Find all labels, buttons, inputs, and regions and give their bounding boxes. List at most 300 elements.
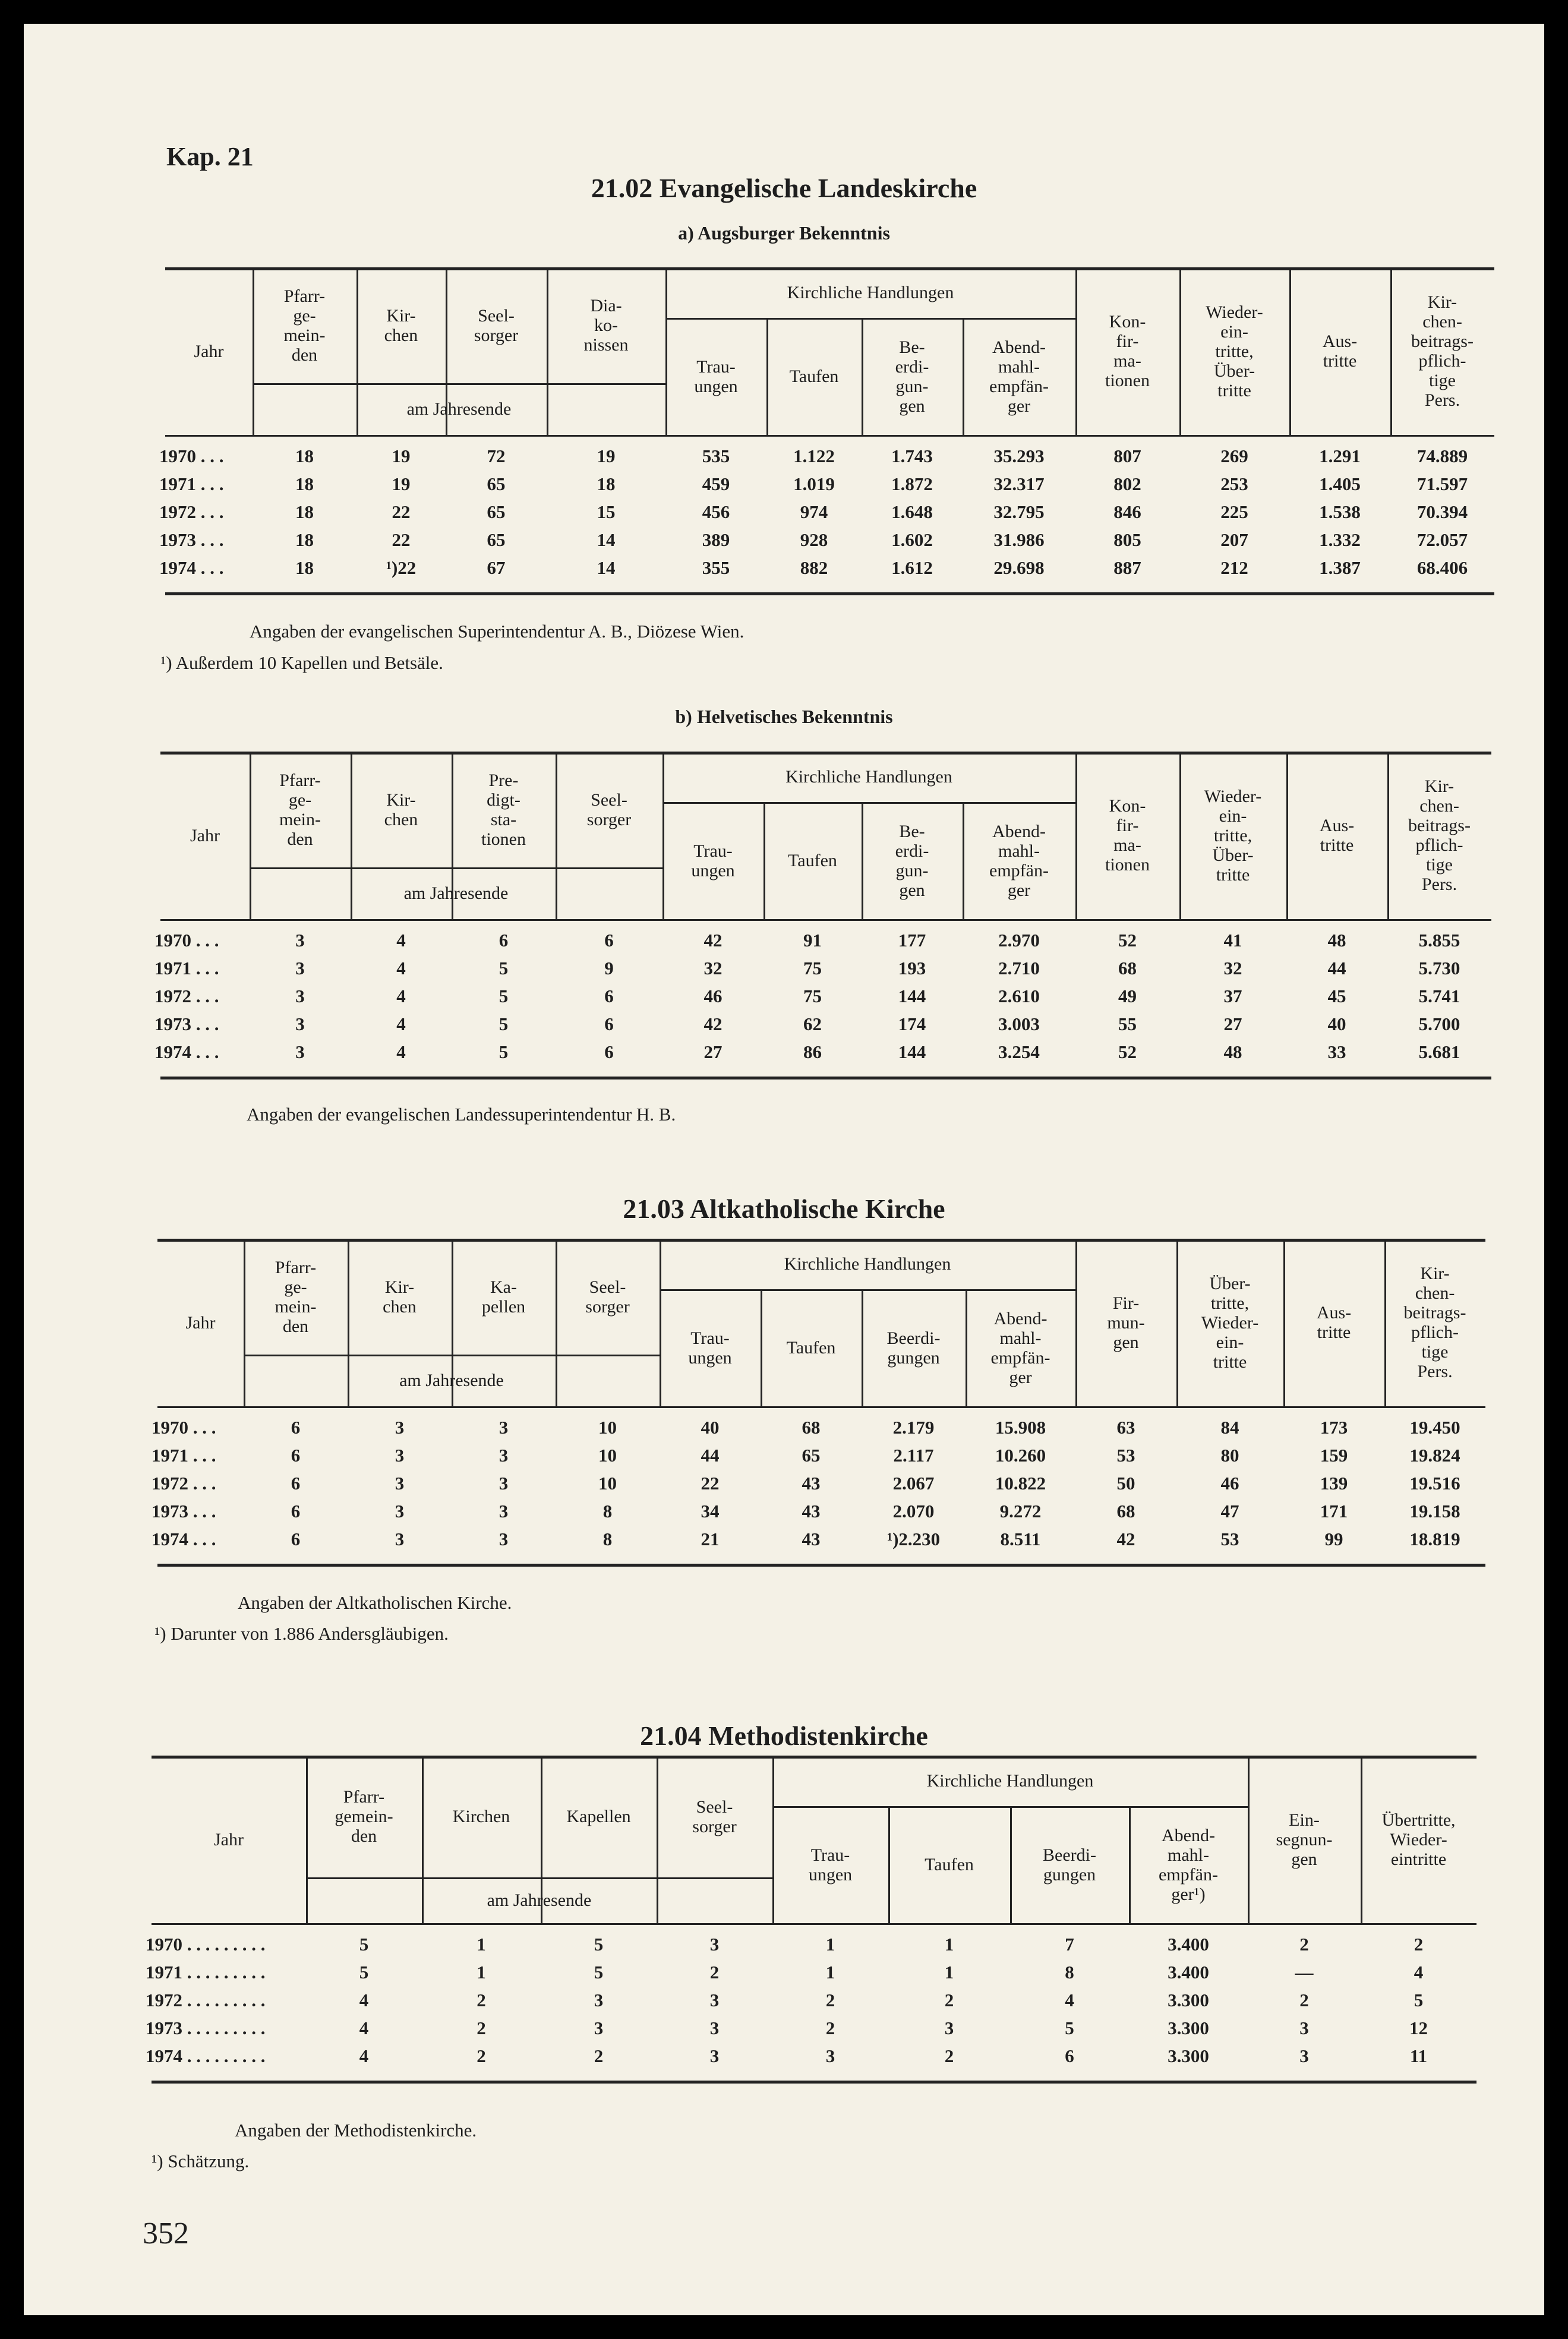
row-year: 1972 . . . — [152, 1473, 216, 1494]
table-cell: 5 — [594, 1934, 604, 1955]
table-cell: 55 — [1118, 1014, 1137, 1034]
table-cell: 68 — [802, 1417, 821, 1438]
table-augsburger — [24, 267, 1544, 603]
table-cell: 3 — [295, 930, 305, 951]
table-cell: 42 — [703, 930, 723, 951]
table-cell: 2.970 — [998, 930, 1040, 951]
column-header: Kon- fir- ma- tionen — [1105, 796, 1150, 875]
row-year: 1970 . . . — [154, 930, 219, 951]
table-cell: 4 — [396, 1041, 406, 1062]
table-cell: 6 — [291, 1417, 301, 1438]
table-cell: 5.741 — [1418, 986, 1460, 1006]
row-year: 1974 . . . — [152, 1529, 216, 1549]
column-header: Kirchen — [452, 1807, 510, 1826]
table-cell: 3 — [709, 1934, 720, 1955]
table-cell: 32.795 — [993, 501, 1045, 522]
table-cell: 144 — [898, 986, 926, 1006]
footnote: ¹) Außerdem 10 Kapellen und Betsäle. — [160, 652, 443, 673]
table-cell: 3.300 — [1168, 2018, 1209, 2038]
table-row — [159, 474, 1494, 501]
table-cell: 974 — [800, 501, 828, 522]
table-helvetisch — [24, 752, 1544, 1087]
footnote: ¹) Darunter von 1.886 Andersgläubigen. — [154, 1623, 449, 1644]
column-header: Trau- ungen — [694, 356, 738, 396]
column-header: Aus- tritte — [1322, 332, 1358, 371]
table-cell: 6 — [1065, 2046, 1074, 2066]
table-cell: 3 — [499, 1529, 509, 1549]
table-cell: 32.317 — [993, 474, 1045, 494]
source-note: Angaben der Methodistenkirche. — [235, 2120, 477, 2141]
table-cell: 144 — [898, 1041, 926, 1062]
table-cell: 72 — [487, 446, 506, 466]
group-header-am-jahresende: am Jahresende — [406, 399, 512, 419]
table-cell: 802 — [1113, 474, 1141, 494]
document-page — [24, 24, 1544, 2315]
source-note: Angaben der evangelischen Superintendentur A. B., Diözese Wien. — [250, 621, 744, 642]
column-header: Kir- chen — [384, 790, 418, 829]
table-cell: 2.067 — [892, 1473, 935, 1494]
group-header-kirchliche-handlungen: Kirchliche Handlungen — [787, 283, 954, 302]
table-cell: 159 — [1320, 1445, 1348, 1466]
table-cell: 807 — [1113, 446, 1141, 466]
table-cell: 3 — [295, 958, 305, 978]
table-cell: 19 — [392, 446, 411, 466]
table-cell: 68 — [1116, 1501, 1135, 1522]
table-cell: 14 — [597, 557, 616, 578]
table-cell: 70.394 — [1416, 501, 1468, 522]
table-cell: 174 — [898, 1014, 926, 1034]
column-header: Taufen — [786, 1338, 836, 1358]
table-cell: 6 — [499, 930, 509, 951]
row-year: 1972 . . . — [154, 986, 219, 1006]
table-cell: 3.003 — [998, 1014, 1040, 1034]
table-cell: 68 — [1118, 958, 1137, 978]
table-cell: 3 — [499, 1445, 509, 1466]
table-row — [152, 1529, 1485, 1557]
table-cell: 4 — [1065, 1990, 1074, 2010]
table-cell: 4 — [396, 930, 406, 951]
table-cell: 6 — [604, 1014, 614, 1034]
table-cell: 15.908 — [995, 1417, 1046, 1438]
table-cell: 6 — [604, 930, 614, 951]
column-header: Wieder- ein- tritte, Über- tritte — [1206, 302, 1263, 400]
table-cell: 8 — [602, 1529, 613, 1549]
column-header: Trau- ungen — [808, 1845, 853, 1885]
column-header: Taufen — [789, 367, 839, 386]
table-cell: 5 — [499, 986, 509, 1006]
column-header: Kir- chen — [384, 305, 418, 345]
column-header: Pfarr- gemein- den — [335, 1787, 393, 1846]
table-cell: 3 — [594, 2018, 604, 2038]
column-header: Taufen — [925, 1855, 974, 1874]
chapter-label: Kap. 21 — [166, 142, 254, 171]
table-cell: 52 — [1118, 930, 1137, 951]
table-cell: 35.293 — [993, 446, 1045, 466]
table-cell: 3 — [499, 1417, 509, 1438]
table-cell: 887 — [1113, 557, 1141, 578]
table-cell: 3 — [395, 1473, 405, 1494]
table-cell: 6 — [604, 986, 614, 1006]
table-cell: 11 — [1409, 2046, 1428, 2066]
column-header: Seel- sorger — [692, 1797, 737, 1836]
table-bottom-rule — [165, 592, 1494, 595]
table-cell: 42 — [1116, 1529, 1135, 1549]
table-cell: 19.158 — [1409, 1501, 1460, 1522]
table-cell: ¹)2.230 — [886, 1529, 941, 1549]
row-year: 1970 . . . — [152, 1417, 216, 1438]
row-year: 1974 . . . . . . . . . — [146, 2046, 266, 2066]
table-cell: 3 — [395, 1529, 405, 1549]
table-cell: 40 — [701, 1417, 720, 1438]
table-row — [152, 1473, 1485, 1501]
table-cell: 40 — [1327, 1014, 1346, 1034]
group-header-am-jahresende: am Jahresende — [403, 883, 509, 903]
table-cell: 2 — [709, 1962, 720, 1983]
table-cell: 207 — [1220, 529, 1248, 550]
table-cell: 67 — [487, 557, 506, 578]
row-year: 1971 . . . — [154, 958, 219, 978]
row-year: 1970 . . . . . . . . . — [146, 1934, 266, 1955]
table-cell: 4 — [359, 1990, 369, 2010]
column-header: Wieder- ein- tritte, Über- tritte — [1204, 786, 1262, 885]
table-cell: 75 — [803, 986, 822, 1006]
row-year: 1974 . . . — [159, 557, 224, 578]
table-cell: 41 — [1223, 930, 1242, 951]
table-cell: 3.400 — [1168, 1934, 1209, 1955]
table-cell: 3.400 — [1168, 1962, 1209, 1983]
table-cell: 65 — [802, 1445, 821, 1466]
table-cell: 1 — [825, 1934, 835, 1955]
table-cell: 2 — [944, 2046, 954, 2066]
column-header: Beerdi- gungen — [1043, 1845, 1096, 1885]
table-cell: 139 — [1320, 1473, 1348, 1494]
table-cell: 3 — [395, 1445, 405, 1466]
table-cell: 46 — [1220, 1473, 1239, 1494]
table-cell: 68.406 — [1416, 557, 1468, 578]
table-cell: 5.681 — [1418, 1041, 1460, 1062]
row-year: 1971 . . . — [152, 1445, 216, 1466]
column-header: Übertritte, Wieder- eintritte — [1381, 1810, 1456, 1869]
table-cell: 18 — [597, 474, 616, 494]
table-cell: 3 — [709, 1990, 720, 2010]
table-cell: 84 — [1220, 1417, 1239, 1438]
table-cell: 5 — [499, 1014, 509, 1034]
column-header: Ka- pellen — [481, 1277, 526, 1317]
column-header: Be- erdi- gun- gen — [895, 821, 929, 900]
table-cell: 74.889 — [1416, 446, 1468, 466]
table-cell: 225 — [1220, 501, 1248, 522]
table-cell: 3.300 — [1168, 1990, 1209, 2010]
row-year: 1973 . . . — [159, 529, 224, 550]
table-cell: 2 — [944, 1990, 954, 2010]
table-cell: 3 — [295, 1041, 305, 1062]
table-cell: 4 — [359, 2046, 369, 2066]
table-cell: 1.602 — [891, 529, 933, 550]
table-cell: 71.597 — [1416, 474, 1468, 494]
table-cell: 1.387 — [1319, 557, 1361, 578]
table-cell: 2.610 — [998, 986, 1040, 1006]
table-cell: 1.743 — [891, 446, 933, 466]
table-cell: 3 — [295, 986, 305, 1006]
row-year: 1971 . . . . . . . . . — [146, 1962, 266, 1983]
table-cell: 459 — [702, 474, 730, 494]
column-header: Kir- chen — [383, 1277, 417, 1317]
table-row — [154, 1041, 1491, 1069]
table-cell: 18 — [295, 529, 314, 550]
table-cell: 44 — [701, 1445, 720, 1466]
column-header: Abend- mahl- empfän- ger — [989, 821, 1049, 900]
footnote: ¹) Schätzung. — [152, 2151, 250, 2171]
table-cell: 27 — [703, 1041, 723, 1062]
table-cell: 2 — [477, 2046, 486, 2066]
table-cell: 12 — [1409, 2018, 1428, 2038]
table-cell: 171 — [1320, 1501, 1348, 1522]
column-header: Trau- ungen — [688, 1328, 732, 1368]
column-header: Pfarr- ge- mein- den — [279, 770, 321, 849]
table-cell: 91 — [803, 930, 822, 951]
table-cell: 5 — [499, 1041, 509, 1062]
row-year: 1974 . . . — [154, 1041, 219, 1062]
table-cell: 3.254 — [998, 1041, 1040, 1062]
column-header: Seel- sorger — [474, 305, 519, 345]
table-cell: 22 — [392, 529, 411, 550]
table-cell: 63 — [1116, 1417, 1135, 1438]
table-cell: 47 — [1220, 1501, 1239, 1522]
table-cell: 1.332 — [1319, 529, 1361, 550]
table-cell: 45 — [1327, 986, 1346, 1006]
row-year: 1973 . . . — [152, 1501, 216, 1522]
table-cell: 3 — [1299, 2018, 1309, 2038]
table-cell: 456 — [702, 501, 730, 522]
table-cell: 193 — [898, 958, 926, 978]
table-cell: 2 — [825, 1990, 835, 2010]
header-bottom-rule — [152, 1923, 1476, 1925]
table-cell: 18 — [295, 474, 314, 494]
table-bottom-rule — [160, 1077, 1491, 1079]
table-cell: 389 — [702, 529, 730, 550]
table-cell: 10 — [598, 1417, 617, 1438]
table-cell: 1.612 — [891, 557, 933, 578]
table-cell: 53 — [1220, 1529, 1239, 1549]
table-cell: 18.819 — [1409, 1529, 1460, 1549]
column-header-jahr: Jahr — [185, 1312, 216, 1333]
table-cell: 928 — [800, 529, 828, 550]
table-cell: 3.300 — [1168, 2046, 1209, 2066]
table-cell: 2 — [1414, 1934, 1424, 1955]
column-header: Aus- tritte — [1319, 816, 1355, 855]
table-cell: 1.291 — [1319, 446, 1361, 466]
column-header: Dia- ko- nissen — [583, 296, 629, 355]
table-cell: 3 — [709, 2018, 720, 2038]
table-cell: 1 — [944, 1934, 954, 1955]
table-cell: 8 — [602, 1501, 613, 1522]
table-cell: 2 — [1299, 1934, 1309, 1955]
table-cell: 6 — [291, 1473, 301, 1494]
table-cell: 3 — [395, 1417, 405, 1438]
column-header: Trau- ungen — [691, 841, 735, 880]
table-cell: 3 — [825, 2046, 835, 2066]
table-row — [152, 1417, 1485, 1445]
column-header: Fir- mun- gen — [1107, 1293, 1145, 1352]
table-cell: — — [1295, 1962, 1314, 1983]
table-cell: 3 — [295, 1014, 305, 1034]
table-cell: 805 — [1113, 529, 1141, 550]
table-cell: 21 — [701, 1529, 720, 1549]
column-header: Seel- sorger — [586, 790, 632, 829]
table-row — [154, 958, 1491, 986]
table-cell: 32 — [703, 958, 723, 978]
table-cell: 19 — [597, 446, 616, 466]
table-row — [154, 1014, 1491, 1041]
table-cell: 1.538 — [1319, 501, 1361, 522]
table-cell: 6 — [291, 1501, 301, 1522]
table-cell: 1 — [944, 1962, 954, 1983]
table-cell: 19.516 — [1409, 1473, 1460, 1494]
table-cell: 52 — [1118, 1041, 1137, 1062]
table-cell: 269 — [1220, 446, 1248, 466]
table-row — [146, 1990, 1476, 2018]
table-row — [159, 446, 1494, 474]
table-cell: 177 — [898, 930, 926, 951]
table-row — [146, 2018, 1476, 2046]
table-cell: 2 — [1299, 1990, 1309, 2010]
table-cell: 75 — [803, 958, 822, 978]
table-cell: 5 — [359, 1962, 369, 1983]
table-cell: 1.872 — [891, 474, 933, 494]
table-cell: 19.824 — [1409, 1445, 1460, 1466]
row-year: 1970 . . . — [159, 446, 224, 466]
group-header-kirchliche-handlungen: Kirchliche Handlungen — [784, 1254, 951, 1274]
table-cell: 5.700 — [1418, 1014, 1460, 1034]
table-cell: 4 — [396, 986, 406, 1006]
table-cell: 80 — [1220, 1445, 1239, 1466]
table-cell: 34 — [701, 1501, 720, 1522]
table-cell: 86 — [803, 1041, 822, 1062]
table-row — [159, 501, 1494, 529]
column-header: Seel- sorger — [585, 1277, 630, 1317]
header-bottom-rule — [165, 435, 1494, 437]
table-cell: 4 — [1414, 1962, 1424, 1983]
group-header-kirchliche-handlungen: Kirchliche Handlungen — [926, 1771, 1094, 1791]
table-cell: 3 — [499, 1501, 509, 1522]
table-cell: 10 — [598, 1473, 617, 1494]
table-cell: 53 — [1116, 1445, 1135, 1466]
table-cell: 49 — [1118, 986, 1137, 1006]
table-cell: 2.070 — [892, 1501, 935, 1522]
table-cell: 1.019 — [793, 474, 835, 494]
table-cell: 10.260 — [995, 1445, 1046, 1466]
table-cell: 46 — [703, 986, 723, 1006]
table-cell: 173 — [1320, 1417, 1348, 1438]
table-cell: 535 — [702, 446, 730, 466]
section-title-methodisten: 21.04 Methodistenkirche — [640, 1721, 928, 1751]
row-year: 1972 . . . . . . . . . — [146, 1990, 266, 2010]
table-cell: 3 — [499, 1473, 509, 1494]
table-cell: 43 — [802, 1473, 821, 1494]
group-header-kirchliche-handlungen: Kirchliche Handlungen — [785, 767, 952, 787]
table-cell: 2 — [825, 2018, 835, 2038]
table-cell: 1 — [825, 1962, 835, 1983]
table-cell: 8.511 — [1000, 1529, 1041, 1549]
column-header: Abend- mahl- empfän- ger — [990, 1308, 1050, 1387]
table-cell: 99 — [1324, 1529, 1343, 1549]
table-cell: 1.122 — [793, 446, 835, 466]
section-title-evangelische: 21.02 Evangelische Landeskirche — [591, 173, 977, 203]
table-cell: 48 — [1223, 1041, 1242, 1062]
table-cell: 5 — [1414, 1990, 1424, 2010]
table-cell: 65 — [487, 474, 506, 494]
column-header: Kir- chen- beitrags- pflich- tige Pers. — [1408, 776, 1471, 894]
table-cell: 2 — [594, 2046, 604, 2066]
table-row — [154, 930, 1491, 958]
column-header: Abend- mahl- empfän- ger — [989, 337, 1049, 416]
table-cell: 1.405 — [1319, 474, 1361, 494]
table-cell: 43 — [802, 1529, 821, 1549]
table-cell: 212 — [1220, 557, 1248, 578]
table-row — [146, 2046, 1476, 2073]
column-header: Pfarr- ge- mein- den — [275, 1257, 317, 1336]
table-cell: 14 — [597, 529, 616, 550]
table-cell: 29.698 — [993, 557, 1045, 578]
column-header-jahr: Jahr — [214, 1829, 244, 1849]
table-row — [159, 557, 1494, 585]
table-cell: 65 — [487, 529, 506, 550]
header-bottom-rule — [157, 1406, 1485, 1408]
table-cell: 4 — [396, 1014, 406, 1034]
table-cell: 3 — [944, 2018, 954, 2038]
row-year: 1971 . . . — [159, 474, 224, 494]
table-cell: 44 — [1327, 958, 1346, 978]
column-header-jahr: Jahr — [194, 341, 224, 361]
table-cell: 882 — [800, 557, 828, 578]
table-row — [159, 529, 1494, 557]
table-cell: 2 — [477, 2018, 486, 2038]
table-row — [152, 1501, 1485, 1529]
table-cell: 18 — [295, 501, 314, 522]
column-header: Kir- chen- beitrags- pflich- tige Pers. — [1411, 292, 1474, 410]
table-cell: 355 — [702, 557, 730, 578]
table-cell: 19 — [392, 474, 411, 494]
group-header-am-jahresende: am Jahresende — [487, 1890, 592, 1910]
table-cell: 18 — [295, 557, 314, 578]
table-cell: 6 — [291, 1445, 301, 1466]
table-cell: 7 — [1065, 1934, 1074, 1955]
table-cell: ¹)22 — [386, 557, 417, 578]
column-header: Beerdi- gungen — [886, 1328, 941, 1368]
table-cell: 253 — [1220, 474, 1248, 494]
table-cell: 37 — [1223, 986, 1242, 1006]
table-cell: 846 — [1113, 501, 1141, 522]
column-header: Aus- tritte — [1316, 1303, 1352, 1342]
column-header: Pre- digt- sta- tionen — [481, 770, 526, 849]
column-header: Abend- mahl- empfän- ger¹) — [1159, 1825, 1218, 1904]
table-bottom-rule — [157, 1564, 1485, 1567]
table-cell: 33 — [1327, 1041, 1346, 1062]
table-cell: 10 — [598, 1445, 617, 1466]
table-cell: 5 — [594, 1962, 604, 1983]
column-header: Kapellen — [566, 1807, 631, 1826]
table-cell: 27 — [1223, 1014, 1242, 1034]
group-header-am-jahresende: am Jahresende — [399, 1371, 504, 1390]
table-cell: 32 — [1223, 958, 1242, 978]
table-cell: 22 — [701, 1473, 720, 1494]
row-year: 1973 . . . — [154, 1014, 219, 1034]
table-cell: 5 — [499, 958, 509, 978]
subtitle-augsburger: a) Augsburger Bekenntnis — [678, 222, 890, 244]
table-cell: 4 — [359, 2018, 369, 2038]
table-cell: 3 — [594, 1990, 604, 2010]
table-cell: 3 — [709, 2046, 720, 2066]
